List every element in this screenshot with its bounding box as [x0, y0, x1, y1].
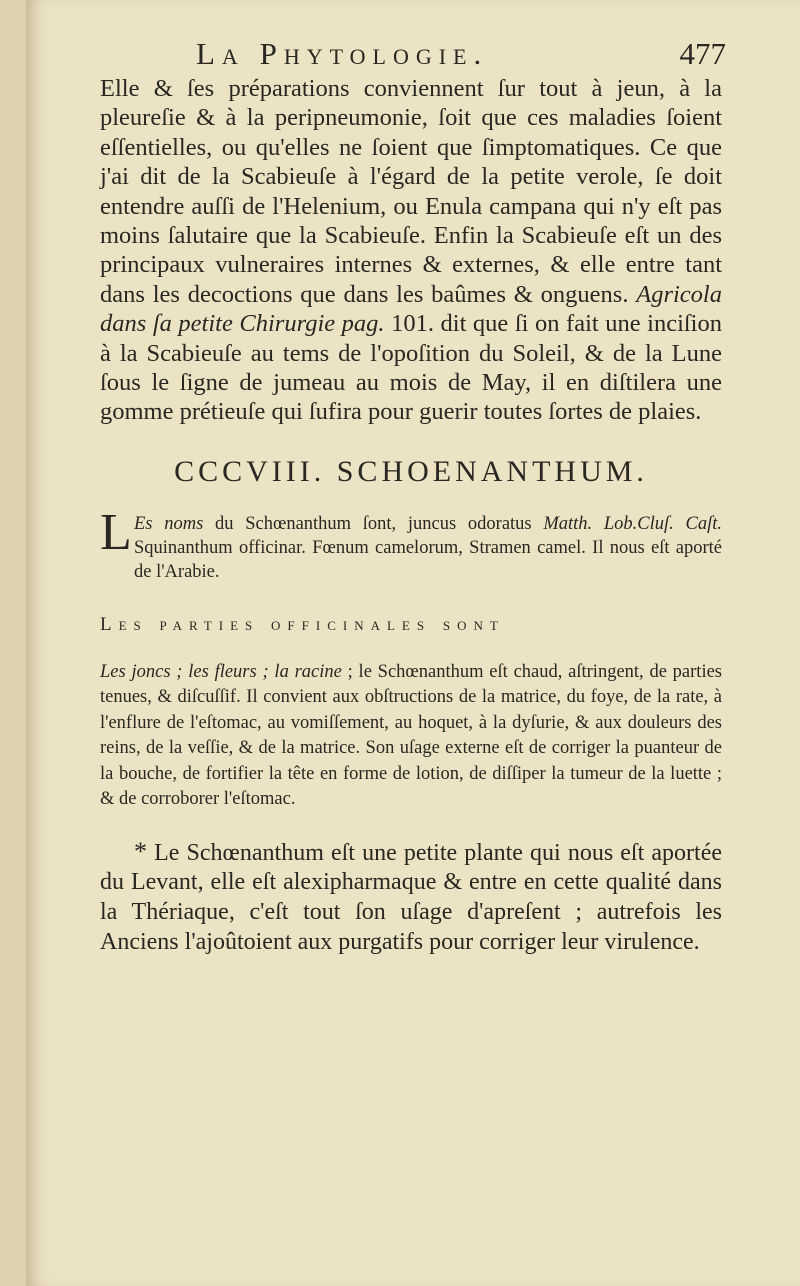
names-reference: Matth. Lob.Cluſ. Caſt.	[543, 514, 722, 535]
names-paragraph	[100, 504, 722, 584]
names-text-continued: Squinanthum officinar. Fœnum camelorum, Stramen camel. Il nous eſt aporté de l'Arabie.	[134, 538, 722, 583]
page-header	[196, 36, 726, 72]
parts-lead: Les joncs ; les fleurs ; la racine	[100, 661, 342, 682]
continued-paragraph	[100, 74, 722, 427]
page-number: 477	[679, 36, 726, 71]
citation: Agricola dans ſa petite Chirurgie pag.	[100, 280, 722, 338]
book-page	[26, 0, 800, 1286]
paragraph-text: Elle & ſes préparations conviennent ſur tout à jeun, à la pleureſie & à la peripneumonie, ſoit que ces maladies ſoient eſſentielles, ou qu'elles ne ſoient que ſimptomatiques. Ce que j'ai dit de la Scabieuſe à l'égard de la petite verole, ſe doit entendre auſſi de l'Helenium, ou Enula campana qui n'y eſt pas moins ſalutaire que la Scabieuſe. Enfin la Scabieuſe eſt un des principaux vulneraires internes & externes, & elle entre tant dans les decoctions que dans les baûmes & onguens.	[100, 75, 722, 308]
parts-paragraph	[100, 660, 722, 813]
parts-heading: Les parties officinales sont	[100, 614, 505, 636]
dropcap: L	[100, 504, 132, 562]
page-body	[100, 74, 722, 958]
names-text: du Schœnanthum ſont, juncus odoratus	[203, 514, 544, 535]
paragraph-text-continued: 101. dit que ſi on fait une inciſion à la Scabieuſe au tems de l'opoſition du Soleil, & de la Lune ſous le ſigne de jumeau au mois de May, il en diſtilera une gomme prétieuſe qui ſufira pour guerir toutes ſortes de plaies.	[100, 310, 722, 426]
names-lead: Es noms	[134, 514, 204, 535]
parts-text: ; le Schœnanthum eſt chaud, aſtringent, de parties tenues, & diſcuſſif. Il convient aux obſtructions de la matrice, du foye, de la rate, à l'enflure de l'eſtomac, au vomiſſement, au hoquet, à la dyſurie, & aux douleurs des reins, de la veſſie, & de la matrice. Son uſage externe eſt de corriger la puanteur de la bouche, de fortifier la tête en forme de lotion, de diſſiper la tumeur de la luette ; & de corroborer l'eſtomac.	[100, 661, 722, 810]
section-heading: CCCVIII. SCHOENANTHUM.	[174, 454, 648, 488]
note-paragraph	[100, 837, 722, 958]
asterisk-mark: *	[134, 836, 147, 866]
note-text: Le Schœnanthum eſt une petite plante qui nous eſt aportée du Levant, elle eſt alexipharmaque & entre en cette qualité dans la Thériaque, c'eſt tout ſon uſage d'apreſent ; autrefois les Anciens l'ajoûtoient aux purgatifs pour corriger leur virulence.	[100, 839, 722, 956]
running-title: La Phytologie.	[196, 36, 489, 71]
